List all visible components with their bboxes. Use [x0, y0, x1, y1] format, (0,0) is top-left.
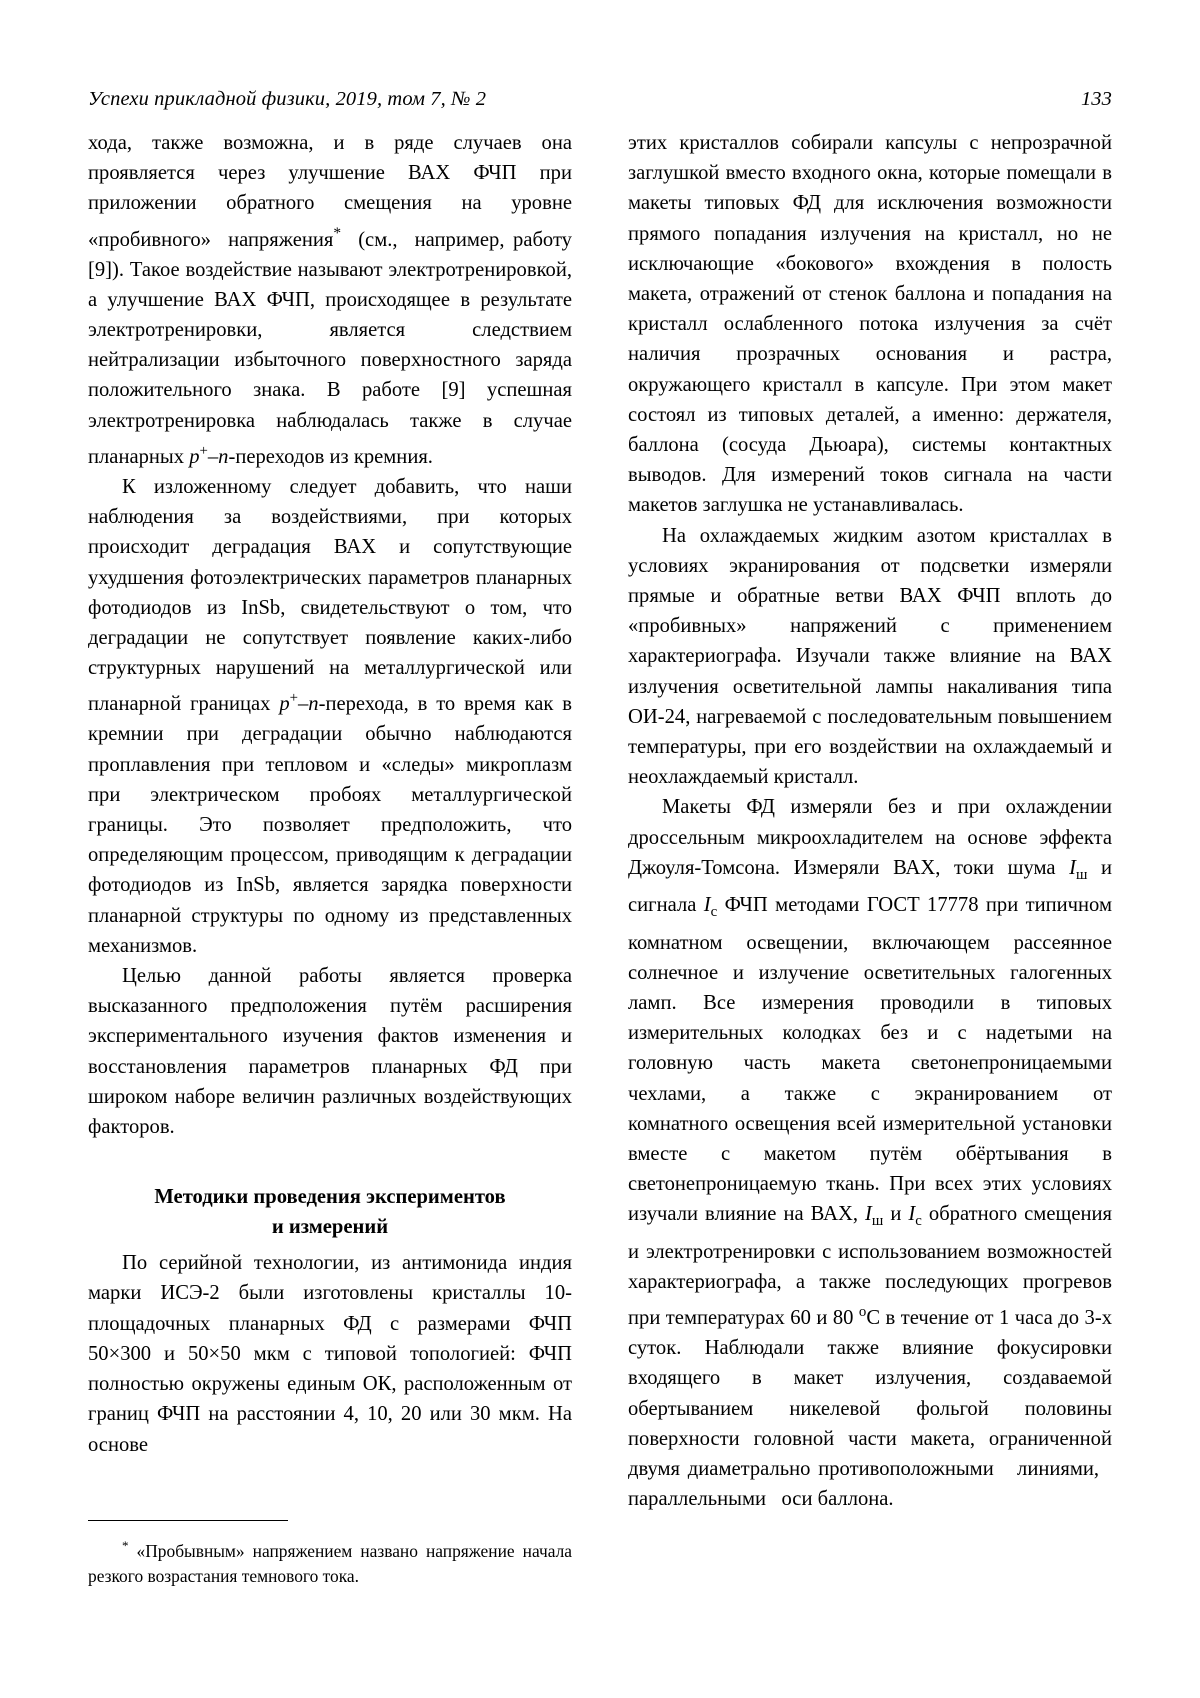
journal-title: Успехи прикладной физики, 2019, том 7, № 2: [88, 88, 487, 110]
paragraph-left-1: хода, также возможна, и в ряде случаев она проявляется через улучшение ВАХ ФЧП при приложении обратного смещения на уровне «пробивного» напряжения* (см., например, работу [9]). Такое воздействие называют электротренировкой, а улучшение ВАХ ФЧП, происходящее в результате электротренировки, является следствием нейтрализации избыточного поверхностного заряда положительного знака. В работе [9] успешная электротренировка наблюдалась также в случае планарных p+–n-переходов из кремния.: [88, 132, 572, 468]
section-heading-line-1: Методики проведения экспериментов: [154, 1186, 506, 1209]
footnote-block: [88, 1520, 572, 1589]
page-header: [88, 88, 1112, 111]
section-heading-line-2: и измерений: [271, 1216, 389, 1239]
two-column-body: [88, 128, 1112, 1514]
paragraph-right-2: На охлаждаемых жидким азотом кристаллах в условиях экранирования от подсветки измеряли прямые и обратные ветви ВАХ ФЧП вплоть до «пробивных» напряжений с применением характериографа. Изучали также влияние на ВАХ излучения осветительной лампы накаливания типа ОИ-24, нагреваемой с последовательным повышением температуры, при его воздействии на охлаждаемый и неохлаждаемый кристалл.: [628, 524, 1112, 789]
page-number: 133: [1080, 88, 1112, 110]
paragraph-left-2: К изложенному следует добавить, что наши наблюдения за воздействиями, при которых происходит деградация ВАХ и сопутствующие ухудшения фотоэлектрических параметров планарных фотодиодов из InSb, свидетельствуют о том, что деградации не сопутствует появление каких-либо структурных нарушений на металлургической или планарной границах p+–n-перехода, в то время как в кремнии при деградации обычно наблюдаются проплавления при тепловом и «следы» микроплазм при электрическом пробоях металлургической границы. Это позволяет предположить, что определяющим процессом, приводящим к деградации фотодиодов из InSb, является зарядка поверхности планарной структуры по одному из представленных механизмов.: [88, 475, 572, 957]
paragraph-left-4: По серийной технологии, из антимонида индия марки ИСЭ-2 были изготовлены кристаллы 10-площадочных планарных ФД с размерами ФЧП 50×300 и 50×50 мкм с типовой топологией: ФЧП полностью окружены единым ОК, расположенным от границ ФЧП на расстоянии 4, 10, 20 или 30 мкм. На основе: [88, 1252, 572, 1456]
footnote-text: * «Пробывным» напряжением названо напряжение начала резкого возрастания темнового тока.: [88, 1538, 572, 1586]
left-column: [88, 128, 572, 1514]
paragraph-right-1: этих кристаллов собирали капсулы с непрозрачной заглушкой вместо входного окна, которые помещали в макеты типовых ФД для исключения возможности прямого попадания излучения на кристалл, но не исключающие «бокового» вхождения в полость макета, отражений от стенок баллона и попадания на кристалл ослабленного потока излучения за счёт наличия прозрачных основания и растра, окружающего кристалл в капсуле. При этом макет состоял из типовых деталей, а именно: держателя, баллона (сосуда Дьюара), системы контактных выводов. Для измерений токов сигнала на части макетов заглушка не устанавливалась.: [628, 132, 1112, 517]
paragraph-left-3: Целью данной работы является проверка высказанного предположения путём расширения экспериментального изучения фактов изменения и восстановления параметров планарных ФД при широком наборе величин различных воздействующих факторов.: [88, 965, 572, 1139]
footnote-separator: [88, 1520, 288, 1521]
paragraph-right-3: Макеты ФД измеряли без и при охлаждении дроссельным микроохладителем на основе эффекта Джоуля-Томсона. Измеряли ВАХ, токи шума $I_ш$ и сигнала $I_с$ ФЧП методами ГОСТ 17778 при типичном комнатном освещении, включающем рассеянное солнечное и излучение осветительных галогенных ламп. Все измерения проводили в типовых измерительных колодках без и с надетыми на головную часть макета светонепроницаемыми чехлами, а также с экранированием от комнатного освещения всей измерительной установки вместе с макетом путём обёртывания в светонепроницаемую ткань. При всех этих условиях изучали влияние на ВАХ, $I_ш$ и $I_с$ обратного смещения и электротренировки с использованием возможностей характериографа, а также последующих прогревов при температурах 60 и 80 $^о$C в течение от 1 часа до 3-х суток. Наблюдали также влияние фокусировки входящего в макет излучения, создаваемой обертыванием никелевой фольгой половины поверхности головной части макета, ограниченной двумя диаметрально противоположными линиями, параллельными оси баллона.: [628, 796, 1113, 1511]
right-column: [628, 128, 1112, 1514]
section-heading: [88, 1182, 572, 1242]
